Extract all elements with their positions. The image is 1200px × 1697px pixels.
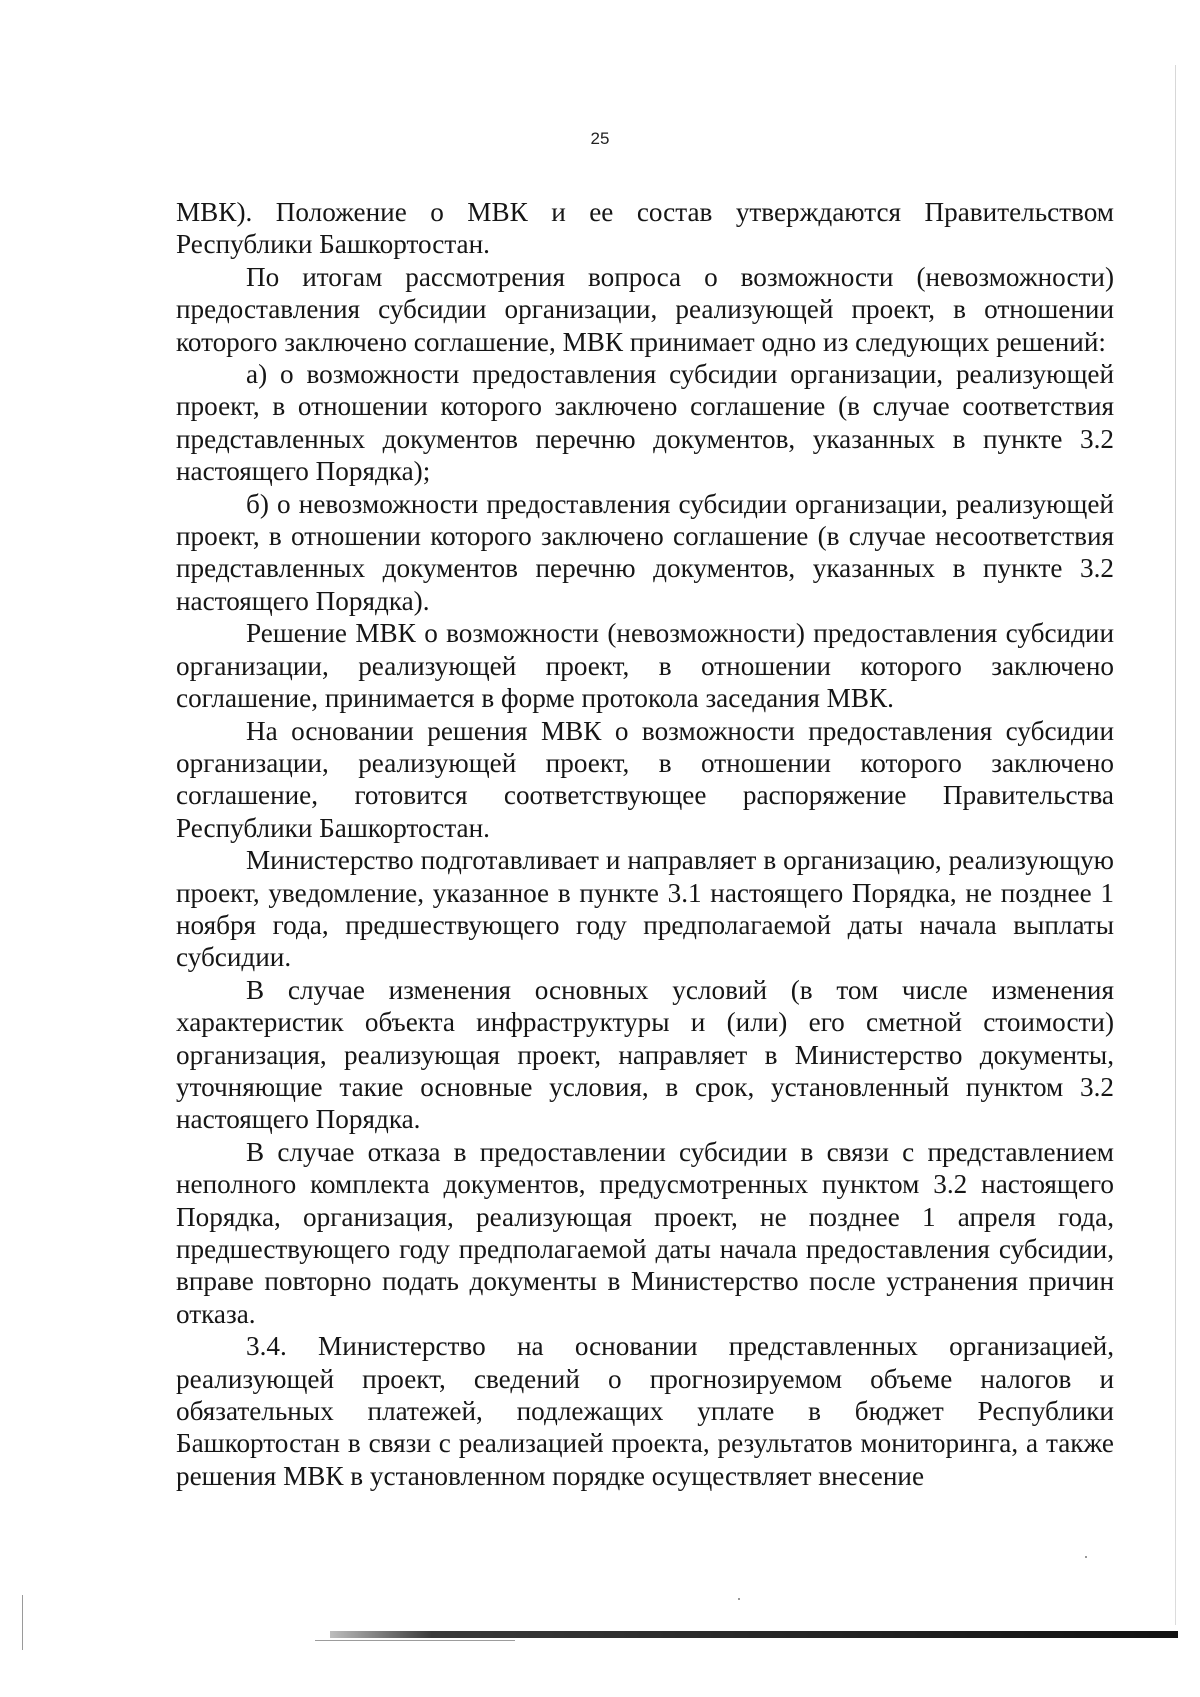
paragraph-7: Министерство подготавливает и направляет в организацию, реализующую проект, уведомление, указанное в пункте 3.1 настоящего Порядка, не позднее 1 ноября года, предшествующего году предполагаемой даты начала выплаты субсидии. (176, 845, 1114, 973)
scan-bottom-bar (330, 1631, 1178, 1638)
page-number: 25 (590, 129, 610, 148)
paragraph-4-item-b: б) о невозможности предоставления субсидии организации, реализующей проект, в отношении которого заключено соглашение (в случае несоответствия представленных документов перечню документов, указанных в пункте 3.2 настоящего Порядка). (176, 488, 1114, 616)
paragraph-1: МВК). Положение о МВК и ее состав утверждаются Правительством Республики Башкортостан. (176, 197, 1114, 260)
paragraph-2: По итогам рассмотрения вопроса о возможности (невозможности) предоставления субсидии организации, реализующей проект, в отношении которого заключено соглашение, МВК принимает одно из следующих решений: (176, 261, 1114, 357)
paragraph-8: В случае изменения основных условий (в том числе изменения характеристик объекта инфраструктуры и (или) его сметной стоимости) организация, реализующая проект, направляет в Министерство документы, уточняющие такие основные условия, в срок, установленный пунктом 3.2 настоящего Порядка. (176, 974, 1114, 1135)
paragraph-6: На основании решения МВК о возможности предоставления субсидии организации, реализующей проект, в отношении которого заключено соглашение, готовится соответствующее распоряжение Правительства Республики Башкортостан. (176, 715, 1114, 843)
scan-edge-right (1175, 65, 1176, 1625)
scan-speck (738, 1598, 740, 1600)
paragraph-10-clause-3-4: 3.4. Министерство на основании представленных организацией, реализующей проект, сведений о прогнозируемом объеме налогов и обязательных платежей, подлежащих уплате в бюджет Республики Башкортостан в связи с реализацией проекта, результатов мониторинга, а также решения МВК в установленном порядке осуществляет внесение (176, 1331, 1114, 1491)
paragraph-9: В случае отказа в предоставлении субсидии в связи с представлением неполного комплекта документов, предусмотренных пунктом 3.2 настоящего Порядка, организация, реализующая проект, не позднее 1 апреля года, предшествующего году предполагаемой даты начала предоставления субсидии, вправе повторно подать документы в Министерство после устранения причин отказа. (176, 1136, 1114, 1329)
paragraph-3-item-a: а) о возможности предоставления субсидии организации, реализующей проект, в отношении которого заключено соглашение (в случае соответствия представленных документов перечню документов, указанных в пункте 3.2 настоящего Порядка); (176, 359, 1114, 487)
paragraph-5: Решение МВК о возможности (невозможности) предоставления субсидии организации, реализующей проект, в отношении которого заключено соглашение, принимается в форме протокола заседания МВК. (176, 618, 1114, 714)
scan-edge-left (22, 1595, 23, 1650)
scan-bottom-line (315, 1640, 515, 1641)
document-body (176, 196, 1114, 1492)
scan-speck (1085, 1556, 1087, 1558)
